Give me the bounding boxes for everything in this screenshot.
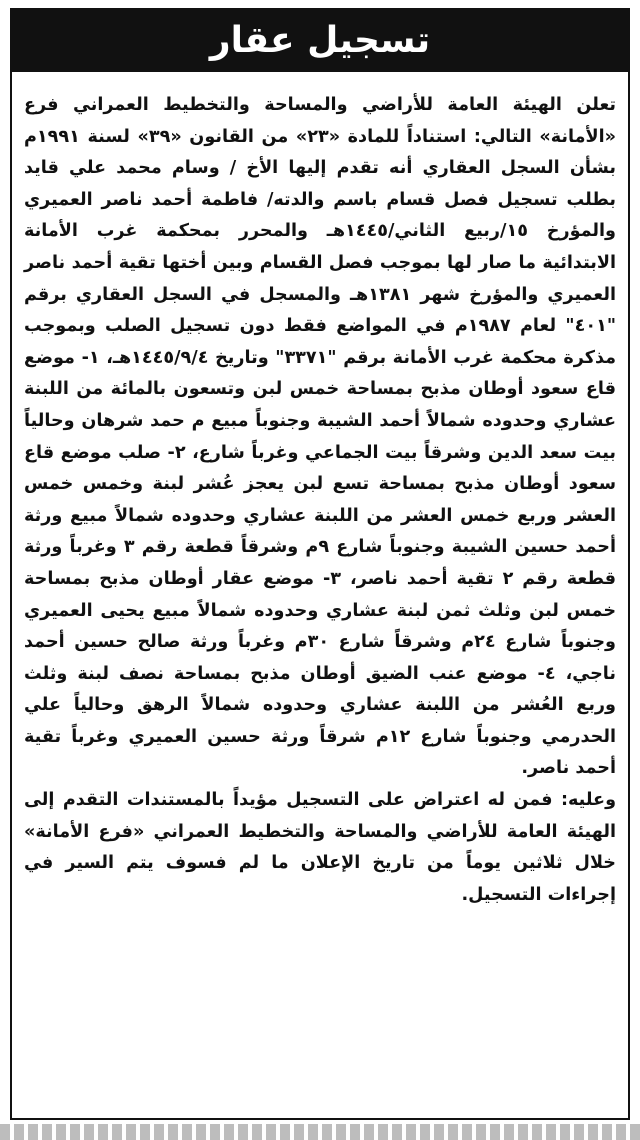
- notice-paragraph-main: تعلن الهيئة العامة للأراضي والمساحة والتخطيط العمراني فرع «الأمانة» التالي: استناداً للمادة «٢٣» من القانون «٣٩» لسنة ١٩٩١م بشأن السجل العقاري أنه تقدم إليها الأخ / وسام محمد علي قايد بطلب تسجيل فصل قسام باسم والدته/ فاطمة أحمد ناصر العميري والمؤرخ ١٥/ربيع الثاني/١٤٤٥هـ والمحرر بمحكمة غرب الأمانة الابتدائية ما صار لها بموجب فصل القسام وبين أختها تقية أحمد ناصر العميري والمؤرخ شهر ١٣٨١هـ والمسجل في السجل العقاري برقم "٤٠١" لعام ١٩٨٧م في المواضع فقط دون تسجيل الصلب وبموجب مذكرة محكمة غرب الأمانة برقم "٣٣٧١" وتاريخ ١٤٤٥/٩/٤هـ، ١- موضع قاع سعود أوطان مذبح بمساحة خمس لبن وتسعون بالمائة من اللبنة عشاري وحدوده شمالاً أحمد الشيبة وجنوباً مبيع م حمد شرهان وحالياً بيت سعد الدين وشرقاً بيت الجماعي وغرباً شارع، ٢- صلب موضع قاع سعود أوطان مذبح بمساحة تسع لبن يعجز عُشر لبنة وخمس خمس العشر وربع خمس العشر من اللبنة عشاري وحدوده شمالاً مبيع ورثة أحمد حسين الشيبة وجنوباً شارع ٩م وشرقاً قطعة رقم ٣ وغرباً ورثة قطعة رقم ٢ تقية أحمد ناصر، ٣- موضع عقار أوطان مذبح بمساحة خمس لبن وثلث ثمن لبنة عشاري وحدوده شمالاً مبيع يحيى العميري وجنوباً شارع ٢٤م وشرقاً شارع ٣٠م وغرباً ورثة صالح حسين أحمد ناجي، ٤- موضع عنب الضيق أوطان مذبح بمساحة نصف لبنة وثلث وربع العُشر من اللبنة عشاري وحدوده شمالاً الرهق وحالياً علي الحدرمي وجنوباً شارع ١٢م شرقاً ورثة حسين العميري وغرباً تقية أحمد ناصر.: [24, 95, 617, 779]
- bottom-dashed-border: [0, 1124, 640, 1140]
- notice-paragraph-objection: وعليه: فمن له اعتراض على التسجيل مؤيداً بالمستندات التقدم إلى الهيئة العامة للأراضي والمساحة والتخطيط العمراني «فرع الأمانة» خلال ثلاثين يوماً من تاريخ الإعلان ما لم فسوف يتم السير في إجراءات التسجيل.: [24, 790, 616, 905]
- notice-body: [24, 90, 616, 911]
- notice-title: تسجيل عقار: [12, 10, 628, 72]
- notice-frame: [10, 8, 630, 1120]
